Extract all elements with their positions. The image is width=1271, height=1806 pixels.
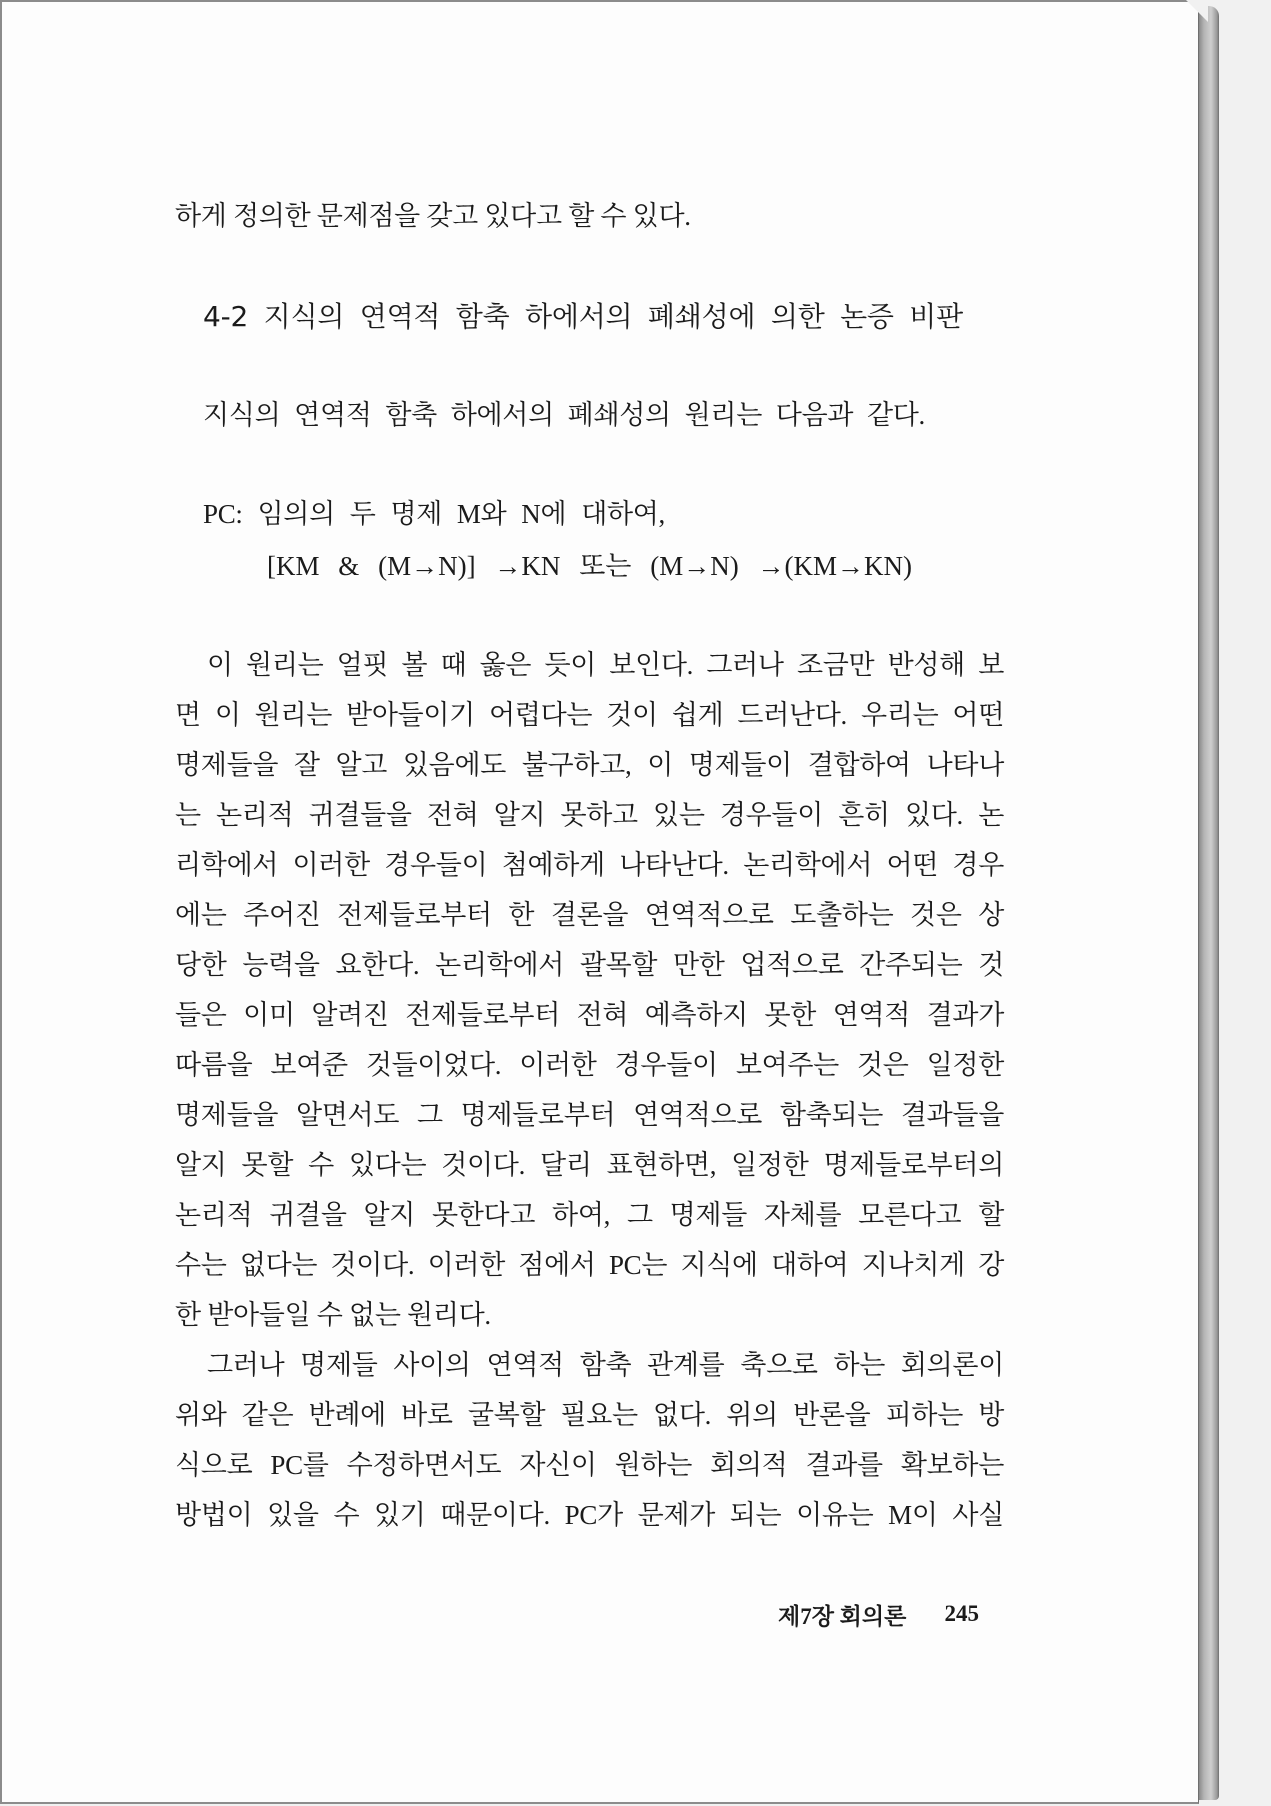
paragraph-line: 방법이 있을 수 있기 때문이다. PC가 문제가 되는 이유는 M이 사실 (175, 1500, 1004, 1530)
carryover-line: 하게 정의한 문제점을 갖고 있다고 할 수 있다. (175, 201, 691, 231)
paragraph-line: 당한 능력을 요한다. 논리학에서 괄목할 만한 업적으로 간주되는 것 (175, 950, 1004, 980)
paragraph-line: 그러나 명제들 사이의 연역적 함축 관계를 축으로 하는 회의론이 (207, 1350, 1004, 1380)
paragraph-line: 들은 이미 알려진 전제들로부터 전혀 예측하지 못한 연역적 결과가 (175, 1000, 1004, 1030)
principle-label-line: PC: 임의의 두 명제 M와 N에 대하여, (203, 499, 665, 529)
paragraph-2 (175, 1340, 1004, 1540)
paragraph-line: 는 논리적 귀결들을 전혀 알지 못하고 있는 경우들이 흔히 있다. 논 (175, 800, 1004, 830)
paragraph-line: 한 받아들일 수 없는 원리다. (175, 1300, 491, 1330)
principle-formula: [KM & (M→N)] →KN 또는 (M→N) →(KM→KN) (267, 551, 912, 581)
paragraph-line: 이 원리는 얼핏 볼 때 옳은 듯이 보인다. 그러나 조금만 반성해 보 (207, 650, 1004, 680)
paragraph-1 (175, 640, 1004, 1340)
paragraph-line: 알지 못할 수 있다는 것이다. 달리 표현하면, 일정한 명제들로부터의 (175, 1150, 1004, 1180)
body-text (175, 640, 1004, 1540)
page-number: 245 (944, 1601, 979, 1626)
intro-line: 지식의 연역적 함축 하에서의 폐쇄성의 원리는 다음과 같다. (203, 400, 925, 430)
paragraph-line: 식으로 PC를 수정하면서도 자신이 원하는 회의적 결과를 확보하는 (175, 1450, 1004, 1480)
paragraph-line: 수는 없다는 것이다. 이러한 점에서 PC는 지식에 대하여 지나치게 강 (175, 1250, 1004, 1280)
page-corner-curl (1186, 0, 1208, 22)
paragraph-line: 면 이 원리는 받아들이기 어렵다는 것이 쉽게 드러난다. 우리는 어떤 (175, 700, 1004, 730)
paragraph-line: 따름을 보여준 것들이었다. 이러한 경우들이 보여주는 것은 일정한 (175, 1050, 1004, 1080)
paragraph-line: 논리적 귀결을 알지 못한다고 하여, 그 명제들 자체를 모른다고 할 (175, 1200, 1004, 1230)
paragraph-line: 리학에서 이러한 경우들이 첨예하게 나타난다. 논리학에서 어떤 경우 (175, 850, 1004, 880)
paragraph-line: 명제들을 알면서도 그 명제들로부터 연역적으로 함축되는 결과들을 (175, 1100, 1004, 1130)
paragraph-line: 위와 같은 반례에 바로 굴복할 필요는 없다. 위의 반론을 피하는 방 (175, 1400, 1004, 1430)
page-edge-shadow (1199, 6, 1219, 1800)
running-head: 제7장 회의론 (778, 1603, 907, 1629)
section-heading: 4-2 지식의 연역적 함축 하에서의 폐쇄성에 의한 논증 비판 (203, 300, 963, 333)
paragraph-line: 명제들을 잘 알고 있음에도 불구하고, 이 명제들이 결합하여 나타나 (175, 750, 1004, 780)
paragraph-line: 에는 주어진 전제들로부터 한 결론을 연역적으로 도출하는 것은 상 (175, 900, 1004, 930)
page-footer (778, 1598, 979, 1630)
